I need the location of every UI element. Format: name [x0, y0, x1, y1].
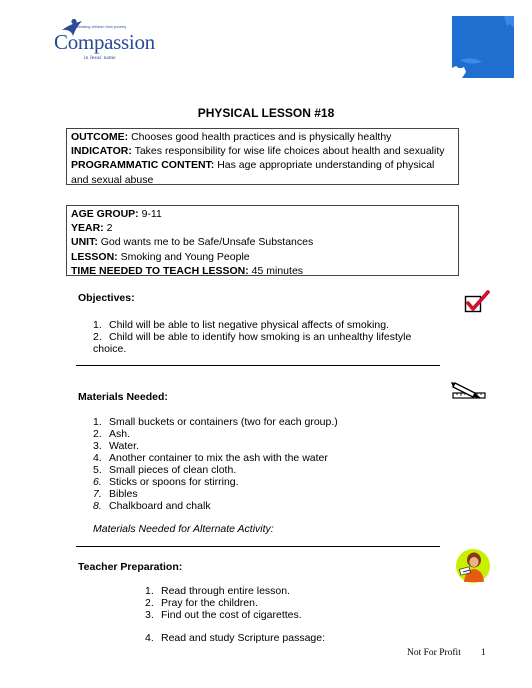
outcome-line	[71, 130, 454, 144]
indicator-line	[71, 144, 454, 158]
footer-label: Not For Profit	[407, 648, 461, 658]
material-item-5: 5. Small pieces of clean cloth.	[93, 464, 237, 476]
lesson-value: Smoking and Young People	[120, 250, 250, 263]
outcome-text: Chooses good health practices and is physically healthy	[131, 131, 392, 143]
year-value: 2	[106, 222, 113, 235]
program-line	[71, 158, 454, 172]
age-group-line	[71, 207, 454, 221]
year-line	[71, 221, 454, 235]
materials-heading: Materials Needed:	[78, 391, 168, 403]
objective-item-1: 1. Child will be able to list negative physical affects of smoking.	[93, 319, 389, 331]
teacher-item-4: 4. Read and study Scripture passage:	[145, 632, 326, 644]
lesson-line	[71, 250, 454, 264]
time-value: 45 minutes	[251, 264, 304, 277]
page-title: PHYSICAL LESSON #18	[197, 106, 335, 120]
material-item-1: 1. Small buckets or containers (two for each group.)	[93, 416, 338, 428]
program-text-2: and sexual abuse	[71, 173, 154, 186]
age-group-label: AGE GROUP:	[71, 208, 139, 220]
age-group-value: 9-11	[141, 208, 162, 220]
logo-wordmark: Compassion	[54, 30, 155, 54]
teacher-item-1: 1. Read through entire lesson.	[145, 585, 290, 597]
materials-divider	[76, 546, 440, 547]
teacher-item-2: 2. Pray for the children.	[145, 597, 258, 609]
compassion-logo	[54, 22, 164, 68]
teacher-person-icon	[455, 548, 491, 584]
objective-item-2: 2. Child will be able to identify how smoking is an unhealthy lifestyle	[93, 331, 412, 343]
unit-line	[71, 235, 454, 249]
objectives-heading: Objectives:	[78, 292, 135, 304]
material-item-8: 8. Chalkboard and chalk	[93, 500, 211, 512]
program-label: PROGRAMMATIC CONTENT:	[71, 159, 215, 172]
objectives-divider	[76, 365, 440, 366]
material-item-6: 6. Sticks or spoons for stirring.	[93, 476, 239, 488]
page-number: 1	[481, 648, 486, 658]
indicator-text: Takes responsibility for wise life choices about health and sexuality	[134, 145, 445, 158]
materials-alternate-heading: Materials Needed for Alternate Activity:	[93, 523, 274, 535]
logo-tagline: Releasing children from poverty	[74, 25, 127, 29]
outcome-box	[66, 128, 459, 185]
pencil-ruler-icon	[451, 379, 487, 403]
material-item-7: 7. Bibles	[93, 488, 138, 500]
objective-item-2-cont: choice.	[93, 343, 127, 355]
material-item-4: 4. Another container to mix the ash with the water	[93, 452, 328, 464]
program-text-1: Has age appropriate understanding of physical	[217, 159, 435, 172]
checkmark-box-icon	[464, 290, 490, 314]
unit-label: UNIT:	[71, 236, 98, 249]
indicator-label: INDICATOR:	[71, 145, 132, 158]
teacher-item-3: 3. Find out the cost of cigarettes.	[145, 609, 302, 621]
teacher-prep-heading: Teacher Preparation:	[78, 561, 183, 573]
time-label: TIME NEEDED TO TEACH LESSON:	[71, 264, 249, 277]
unit-value: God wants me to be Safe/Unsafe Substances	[100, 236, 314, 249]
logo-subtitle: in Jesus' name	[84, 55, 116, 61]
time-line	[71, 264, 454, 278]
material-item-2: 2. Ash.	[93, 428, 131, 440]
year-label: YEAR:	[71, 222, 104, 235]
material-item-3: 3. Water.	[93, 440, 139, 452]
lesson-info-box	[66, 205, 459, 276]
lesson-label: LESSON:	[71, 250, 118, 263]
blue-corner-block	[452, 16, 514, 78]
outcome-label: OUTCOME:	[71, 131, 129, 143]
